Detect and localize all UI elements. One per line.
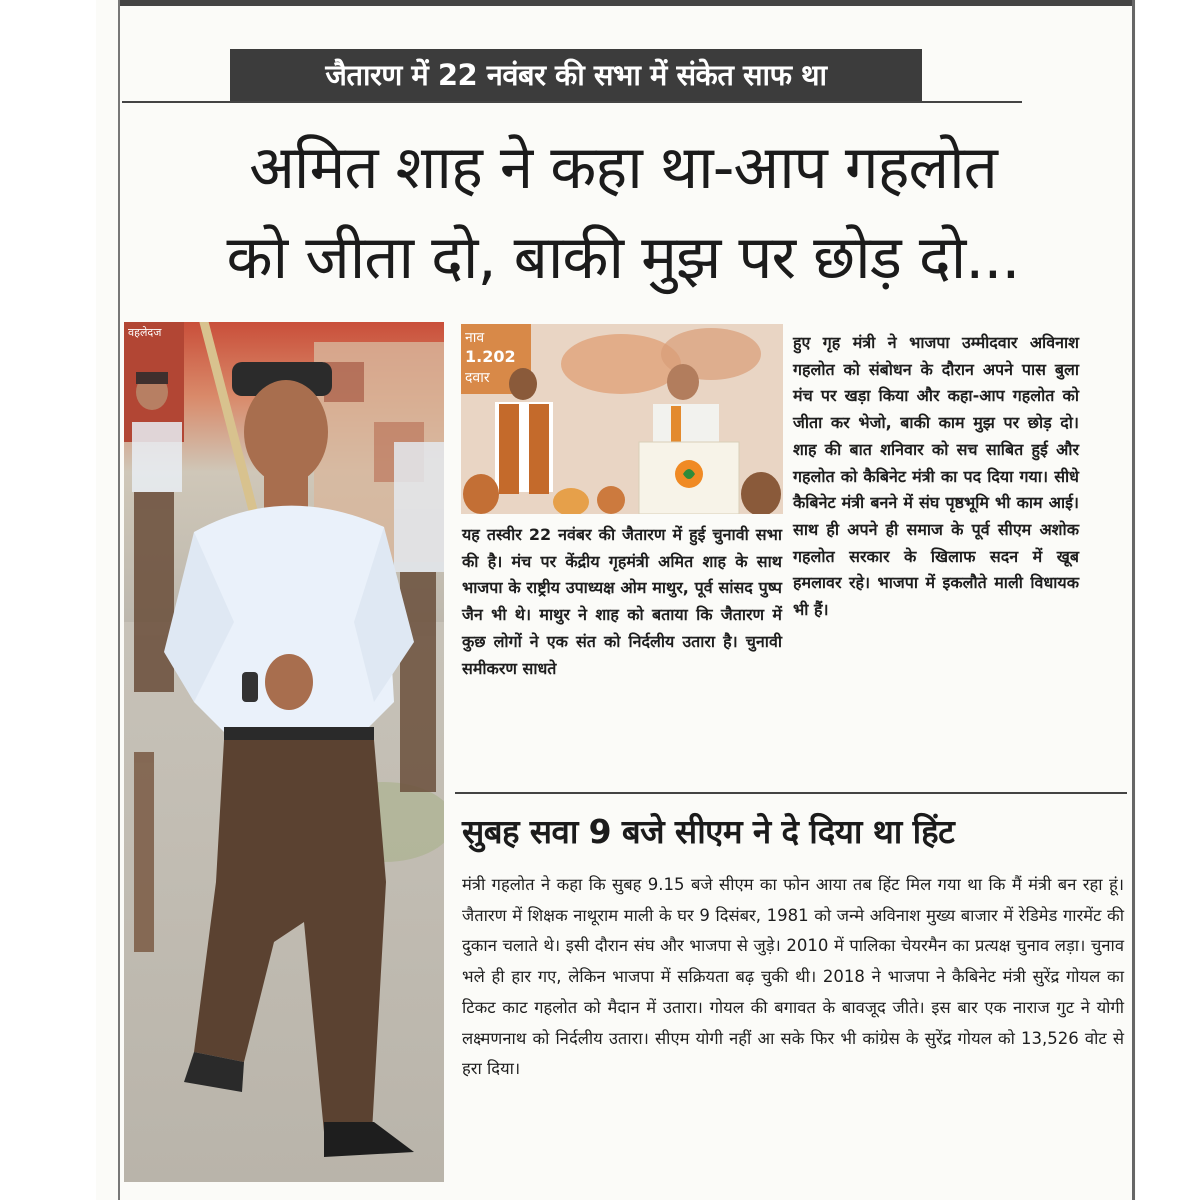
- kicker-strap: जैतारण में 22 नवंबर की सभा में संकेत साफ था: [230, 49, 922, 101]
- headline-line-2: को जीता दो, बाकी मुझ पर छोड़ दो...: [226, 223, 1020, 293]
- subheadline: सुबह सवा 9 बजे सीएम ने दे दिया था हिंट: [462, 812, 955, 851]
- photo-caption-text: यह तस्वीर 22 नवंबर की जैतारण में हुई चुनावी सभा की है। मंच पर केंद्रीय गृहमंत्री अमित शाह के साथ भाजपा के राष्ट्रीय उपाध्यक्ष ओम माथुर, पूर्व सांसद पुष्प जैन भी थे। माथुर ने शाह को बताया कि जैतारण में कुछ लोगों ने एक संत को निर्दलीय उतारा है। चुनावी समीकरण साधते: [462, 525, 782, 678]
- headline: [118, 123, 1128, 303]
- rally-stage-illustration: [461, 324, 783, 514]
- rally-stage-photo: [461, 324, 783, 514]
- backdrop-text-1: नाव: [465, 330, 485, 346]
- backdrop-text-3: दवार: [465, 370, 490, 386]
- right-article-column: [793, 330, 1079, 624]
- bottom-article-text: मंत्री गहलोत ने कहा कि सुबह 9.15 बजे सीएम का फोन आया तब हिंट मिल गया था कि मैं मंत्री बन रहा हूं। जैतारण में शिक्षक नाथूराम माली के घर 9 दिसंबर, 1981 को जन्मे अविनाश मुख्य बाजार में रेडिमेड गारमेंट की दुकान चलाते थे। इसी दौरान संघ और भाजपा से जुड़े। 2010 में पालिका चेयरमैन का प्रत्यक्ष चुनाव लड़ा। चुनाव भले ही हार गए, लेकिन भाजपा में सक्रियता बढ़ चुकी थी। 2018 ने भाजपा ने कैबिनेट मंत्री सुरेंद्र गोयल का टिकट काट गहलोत को मैदान में उतारा। गोयल की बगावत के बावजूद जीते। इस बार एक नाराज गुट ने योगी लक्ष्मणनाथ को निर्दलीय उतारा। सीएम योगी नहीं आ सके फिर भी कांग्रेस के सुरेंद्र गोयल को 13,526 वोट से हरा दिया।: [462, 875, 1124, 1079]
- headline-line-1: अमित शाह ने कहा था-आप गहलोत: [249, 133, 997, 203]
- walking-man-photo: [124, 322, 444, 1182]
- right-article-text: हुए गृह मंत्री ने भाजपा उम्मीदवार अविनाश गहलोत को संबोधन के दौरान अपने पास बुला मंच पर खड़ा किया और कहा-आप गहलोत को जीता कर भेजो, बाकी काम मुझ पर छोड़ दो। शाह की बात शनिवार को सच साबित हुई और गहलोत को कैबिनेट मंत्री का पद दिया गया। सीधे कैबिनेट मंत्री बनने में संघ पृष्ठभूमि भी काम आई। साथ ही अपने ही समाज के पूर्व सीएम अशोक गहलोत सरकार के खिलाफ सदन में खूब हमलावर रहे। भाजपा में इकलौते माली विधायक भी हैं।: [793, 333, 1079, 620]
- kicker-underline-rule: [122, 101, 1022, 103]
- photo-corner-text: वहलेदज: [128, 326, 162, 339]
- photo-caption-column: [462, 522, 782, 682]
- bottom-article-column: [462, 870, 1124, 1085]
- section-divider-rule: [455, 792, 1127, 794]
- right-column-rule: [1132, 0, 1135, 1200]
- backdrop-text-2: 1.202: [465, 347, 516, 366]
- top-border-rule: [118, 0, 1134, 6]
- walking-man-illustration: [124, 322, 444, 1182]
